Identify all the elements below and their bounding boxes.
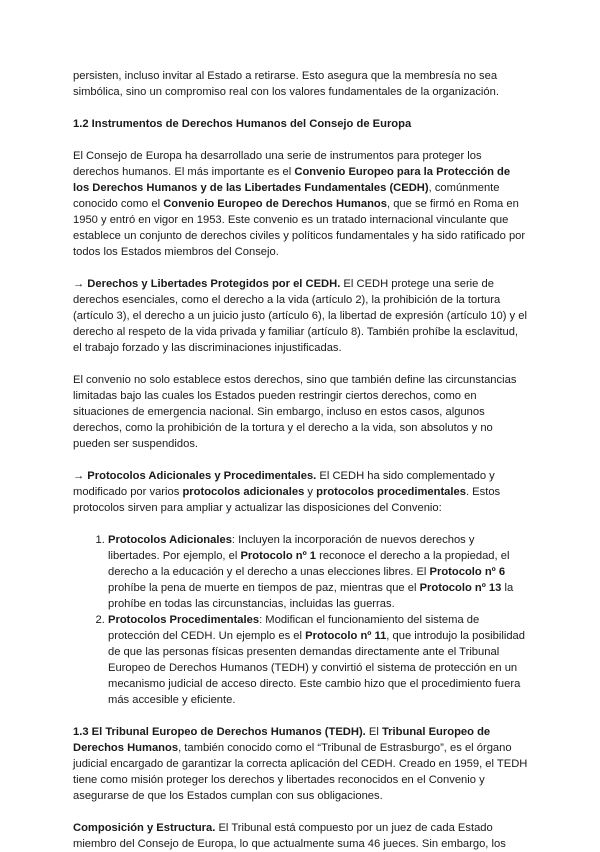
paragraph-convenio: El Consejo de Europa ha desarrollado una serie de instrumentos para proteger los derechos humanos. El más importante es el Convenio Europeo para la Protección de los Derechos Humanos y de las Libertades Fundamentales (CEDH), comúnmente conocido como el Convenio Europeo de Derechos Humanos, que se firmó en Roma en 1950 y entró en vigor en 1953. Este convenio es un tratado internacional vinculante que establece un conjunto de derechos civiles y políticos fundamentales y ha sido ratificado por todos los Estados miembros del Consejo. xyxy=(73,150,526,258)
paragraph-tribunal: 1.3 El Tribunal Europeo de Derechos Humanos (TEDH). El Tribunal Europeo de Derechos Humanos, también conocido como el “Tribunal de Estrasburgo”, es el órgano judicial encargado de garantizar la correcta aplicación del CEDH. Creado en 1959, el TEDH tiene como misión proteger los derechos y libertades reconocidos en el Convenio y asegurarse de que los Estados cumplan con sus obligaciones. xyxy=(73,726,528,802)
paragraph-restricciones: El convenio no solo establece estos derechos, sino que también define las circunstancias limitadas bajo las cuales los Estados pueden restringir ciertos derechos, como en situaciones de emergencia nacional. Sin embargo, incluso en estos casos, algunos derechos, como la prohibición de la tortura y el derecho a la vida, son absolutos y no pueden ser suspendidos. xyxy=(73,374,517,450)
paragraph-protocolos: → Protocolos Adicionales y Procedimentales. El CEDH ha sido complementado y modificado por varios protocolos adicionales y protocolos procedimentales. Estos protocolos sirven para ampliar y actualizar las disposiciones del Convenio: xyxy=(73,470,501,514)
list-item: 2. Protocolos Procedimentales: Modifican el funcionamiento del sistema de protección del CEDH. Un ejemplo es el Protocolo nº 11, que introdujo la posibilidad de que las personas físicas presenten demandas directamente ante el Tribunal Europeo de Derechos Humanos (TEDH) y convirtió el sistema de protección en un mecanismo judicial de acceso directo. Este cambio hizo que el procedimiento fuera más accesible y eficiente. xyxy=(108,612,529,708)
paragraph-derechos: → Derechos y Libertades Protegidos por el CEDH. El CEDH protege una serie de derechos esenciales, como el derecho a la vida (artículo 2), la prohibición de la tortura (artículo 3), el derecho a un juicio justo (artículo 6), la libertad de expresión (artículo 10) y el derecho al respeto de la vida privada y familiar (artículo 8). También prohíbe la esclavitud, el trabajo forzado y las discriminaciones injustificadas. xyxy=(73,278,527,354)
section-heading-1-2: 1.2 Instrumentos de Derechos Humanos del Consejo de Europa xyxy=(73,118,412,130)
document-page xyxy=(73,68,529,852)
paragraph-composicion: Composición y Estructura. El Tribunal está compuesto por un juez de cada Estado miembro del Consejo de Europa, lo que actualmente suma 46 jueces. Sin embargo, los xyxy=(73,822,506,850)
paragraph-intro: persisten, incluso invitar al Estado a retirarse. Esto asegura que la membresía no sea simbólica, sino un compromiso real con los valores fundamentales de la organización. xyxy=(73,70,499,98)
list-item: 1. Protocolos Adicionales: Incluyen la incorporación de nuevos derechos y libertades. Por ejemplo, el Protocolo nº 1 reconoce el derecho a la propiedad, el derecho a la educación y el derecho a unas elecciones libres. El Protocolo nº 6 prohíbe la pena de muerte en tiempos de paz, mientras que el Protocolo nº 13 la prohíbe en todas las circunstancias, incluidas las guerras. xyxy=(108,532,529,612)
protocol-list xyxy=(73,532,529,708)
